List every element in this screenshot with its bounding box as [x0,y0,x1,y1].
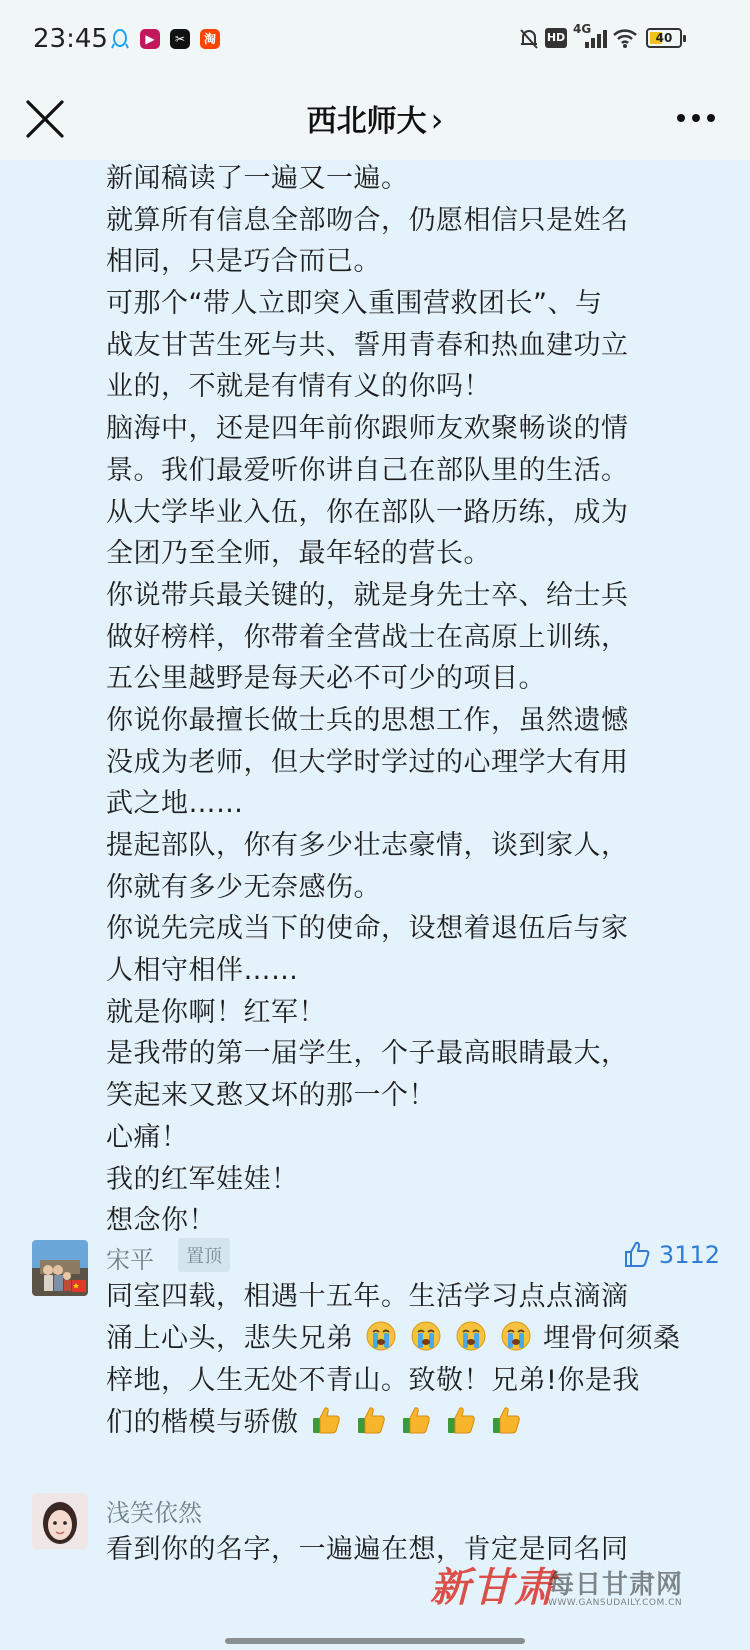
thumbs-up-emoji-icon [310,1404,342,1436]
article-line: 想念你！ [106,1205,216,1237]
crying-emoji-icon [365,1320,397,1352]
comment-line: 同室四载，相遇十五年。生活学习点点滴滴 [106,1281,629,1312]
battery-level: 40 [655,31,673,45]
article-line: 你说先完成当下的使命，设想着退伍后与家 [106,913,629,945]
article-line: 你说带兵最关键的，就是身先士卒、给士兵 [106,579,629,611]
like-button[interactable] [623,1240,720,1269]
article-line: 人相守相伴…… [106,955,299,987]
article-line: 脑海中，还是四年前你跟师友欢聚畅谈的情 [106,413,629,445]
comment-line [106,1402,716,1444]
avatar[interactable] [32,1493,88,1549]
pinned-badge: 置顶 [178,1238,230,1272]
article-line: 没成为老师，但大学时学过的心理学大有用 [106,746,629,778]
account-title[interactable] [0,96,750,140]
watermark-url: WWW.GANSUDAILY.COM.CN [548,1598,683,1608]
comment-line: 梓地，人生无处不青山。致敬！兄弟!你是我 [106,1365,640,1396]
comment-line-part: 们的楷模与骄傲 [106,1407,299,1438]
article-line: 新闻稿读了一遍又一遍。 [106,163,409,194]
thumbs-up-icon [623,1240,651,1268]
hd-icon: HD [545,28,567,48]
article-body [106,158,706,1242]
article-line: 就算所有信息全部吻合，仍愿相信只是姓名 [106,204,629,236]
signal-icon [573,22,607,50]
article-line: 全团乃至全师，最年轻的营长。 [106,538,491,570]
watermark-name: 每日甘肃网 [548,1570,684,1600]
more-options-button[interactable] [676,108,716,128]
thumbs-up-emoji-icon [355,1404,387,1436]
article-line: 做好榜样，你带着全营战士在高原上训练， [106,621,629,653]
more-dots-icon [676,108,716,128]
article-line: 心痛！ [106,1121,189,1153]
article-line: 是我带的第一届学生，个子最高眼睛最大， [106,1038,629,1070]
account-name: 西北师大 [306,104,427,139]
taobao-icon: 淘 [200,29,220,49]
article-line: 武之地…… [106,788,244,820]
comment-line: 看到你的名字，一遍遍在想，肯定是同名同 [106,1534,629,1565]
like-count: 3112 [658,1241,720,1269]
gansudaily-watermark [430,1556,730,1626]
article-line: 提起部队，你有多少壮志豪情，谈到家人， [106,830,629,861]
article-line: 从大学毕业入伍，你在部队一路历练，成为 [106,496,629,528]
avatar[interactable] [32,1240,88,1296]
article-line: 你就有多少无奈感伤。 [106,871,381,903]
comment-text [106,1276,716,1444]
crying-emoji-icon [500,1320,532,1352]
article-line: 可那个“带人立即突入重围营救团长”、与 [106,288,603,320]
video-app-icon: ▶ [140,29,160,49]
thumbs-up-emoji-icon [445,1404,477,1436]
status-bar [0,0,750,80]
crying-emoji-icon [410,1320,442,1352]
network-type: 4G [573,22,592,36]
article-line: 就是你啊！红军！ [106,996,326,1028]
crying-emoji-icon [455,1320,487,1352]
article-line: 战友甘苦生死与共、誓用青春和热血建功立 [106,329,629,361]
article-line: 我的红军娃娃！ [106,1163,299,1195]
article-line: 相同，只是巧合而已。 [106,246,381,278]
article-line: 五公里越野是每天必不可少的项目。 [106,663,546,695]
comment-line [106,1318,716,1360]
qq-icon [110,29,130,49]
comment-line-part: 埋骨何须桑 [542,1323,681,1354]
battery-icon [646,28,682,48]
capcut-icon: ✂ [170,29,190,49]
article-line: 你说你最擅长做士兵的思想工作，虽然遗憾 [106,704,629,736]
thumbs-up-emoji-icon [490,1404,522,1436]
watermark-brand: 新甘肃 [430,1564,556,1611]
comment-author[interactable]: 浅笑依然 [106,1499,202,1527]
wifi-icon [612,27,638,49]
comment-author[interactable]: 宋平 [106,1246,154,1274]
comment-line-part: 涌上心头，悲失兄弟 [106,1323,354,1354]
chevron-right-icon: › [430,101,444,139]
thumbs-up-emoji-icon [400,1404,432,1436]
mute-bell-icon [519,28,539,50]
article-line: 笑起来又憨又坏的那一个！ [106,1080,436,1112]
article-line: 业的，不就是有情有义的你吗！ [106,371,491,403]
article-line: 景。我们最爱听你讲自己在部队里的生活。 [106,454,629,486]
status-time: 23:45 [33,24,108,54]
home-indicator[interactable] [225,1638,525,1644]
